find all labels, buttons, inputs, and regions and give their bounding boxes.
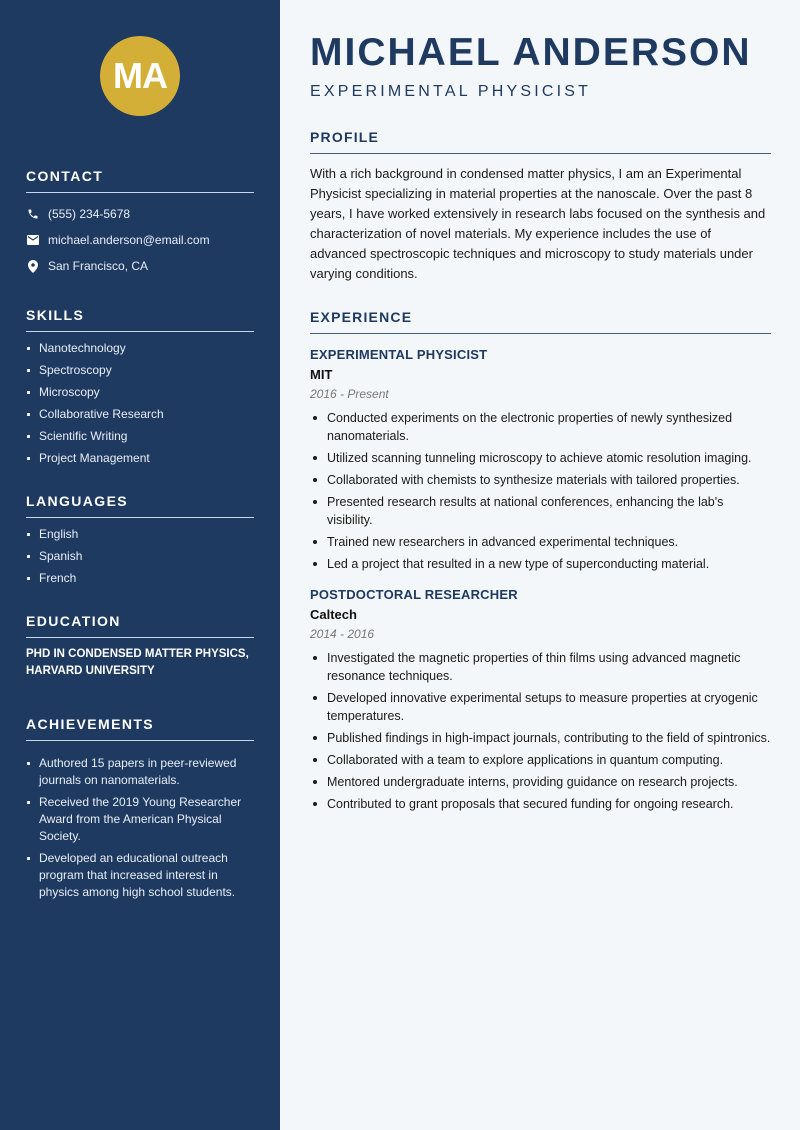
achievement-item: Authored 15 papers in peer-reviewed journals on nanomaterials. [26,755,254,789]
job-company: Caltech [310,607,357,622]
job-position: EXPERIMENTAL PHYSICIST [310,347,488,362]
skills-heading: SKILLS [26,307,254,332]
achievement-item: Received the 2019 Young Researcher Award from the American Physical Society. [26,794,254,845]
education-heading: EDUCATION [26,613,254,638]
job-bullet: Collaborated with a team to explore applications in quantum computing. [310,751,771,769]
avatar [100,36,180,116]
job-bullets [310,409,771,573]
skill-item: Nanotechnology [26,340,254,357]
skill-item: Microscopy [26,384,254,401]
achievements-list [26,755,254,901]
job-dates: 2014 - 2016 [310,627,375,641]
achievement-item: Developed an educational outreach program that increased interest in physics among high school students. [26,850,254,901]
sidebar [0,0,280,1130]
contact-heading: CONTACT [26,168,254,193]
job-bullet: Contributed to grant proposals that secured funding for ongoing research. [310,795,771,813]
job-entry [310,587,771,813]
contact-email [26,227,254,253]
job-title-header: EXPERIMENTAL PHYSICIST [310,83,592,100]
skills-section [26,307,254,467]
skill-item: Spectroscopy [26,362,254,379]
language-item: French [26,570,254,587]
contact-location [26,253,254,279]
job-bullet: Presented research results at national conferences, enhancing the lab's visibility. [310,493,771,529]
achievements-section [26,716,254,901]
job-bullet: Mentored undergraduate interns, providing guidance on research projects. [310,773,771,791]
experience-section [310,309,771,813]
job-entry [310,347,771,573]
skill-item: Scientific Writing [26,428,254,445]
job-bullet: Published findings in high-impact journals, contributing to the field of spintronics. [310,729,771,747]
main-content [310,0,771,817]
experience-heading: EXPERIENCE [310,309,771,334]
education-section [26,613,254,680]
contact-list [26,201,254,279]
languages-heading: LANGUAGES [26,493,254,518]
skill-item: Project Management [26,450,254,467]
job-bullet: Investigated the magnetic properties of thin films using advanced magnetic resonance techniques. [310,649,771,685]
profile-section [310,129,771,284]
email-icon [26,233,40,247]
skills-list [26,340,254,467]
job-bullet: Developed innovative experimental setups to measure properties at cryogenic temperatures. [310,689,771,725]
achievements-heading: ACHIEVEMENTS [26,716,254,741]
job-bullet: Conducted experiments on the electronic properties of newly synthesized nanomaterials. [310,409,771,445]
location-text: San Francisco, CA [48,259,149,273]
location-pin-icon [26,259,40,273]
contact-section [26,168,254,279]
job-bullet: Collaborated with chemists to synthesize materials with tailored properties. [310,471,771,489]
job-bullet: Utilized scanning tunneling microscopy to achieve atomic resolution imaging. [310,449,771,467]
phone-text: (555) 234-5678 [48,207,131,221]
languages-list [26,526,254,587]
job-bullet: Led a project that resulted in a new type of superconducting material. [310,555,771,573]
contact-phone [26,201,254,227]
profile-heading: PROFILE [310,129,771,154]
job-position: POSTDOCTORAL RESEARCHER [310,587,518,602]
job-dates: 2016 - Present [310,387,389,401]
language-item: Spanish [26,548,254,565]
avatar-initials: MA [113,55,167,96]
job-bullets [310,649,771,813]
job-company: MIT [310,367,333,382]
language-item: English [26,526,254,543]
education-degree: PHD IN CONDENSED MATTER PHYSICS, HARVARD UNIVERSITY [26,648,249,677]
profile-text: With a rich background in condensed matter physics, I am an Experimental Physicist specializing in material properties at the nanoscale. Over the past 8 years, I have worked extensively in research labs focused on the synthesis and characterization of novel materials. My experience includes the use of advanced spectroscopic techniques and microscopy to study materials under varying conditions. [310,166,766,281]
languages-section [26,493,254,587]
full-name: MICHAEL ANDERSON [310,31,752,74]
skill-item: Collaborative Research [26,406,254,423]
email-text: michael.anderson@email.com [48,233,210,247]
job-bullet: Trained new researchers in advanced experimental techniques. [310,533,771,551]
phone-icon [26,207,40,221]
